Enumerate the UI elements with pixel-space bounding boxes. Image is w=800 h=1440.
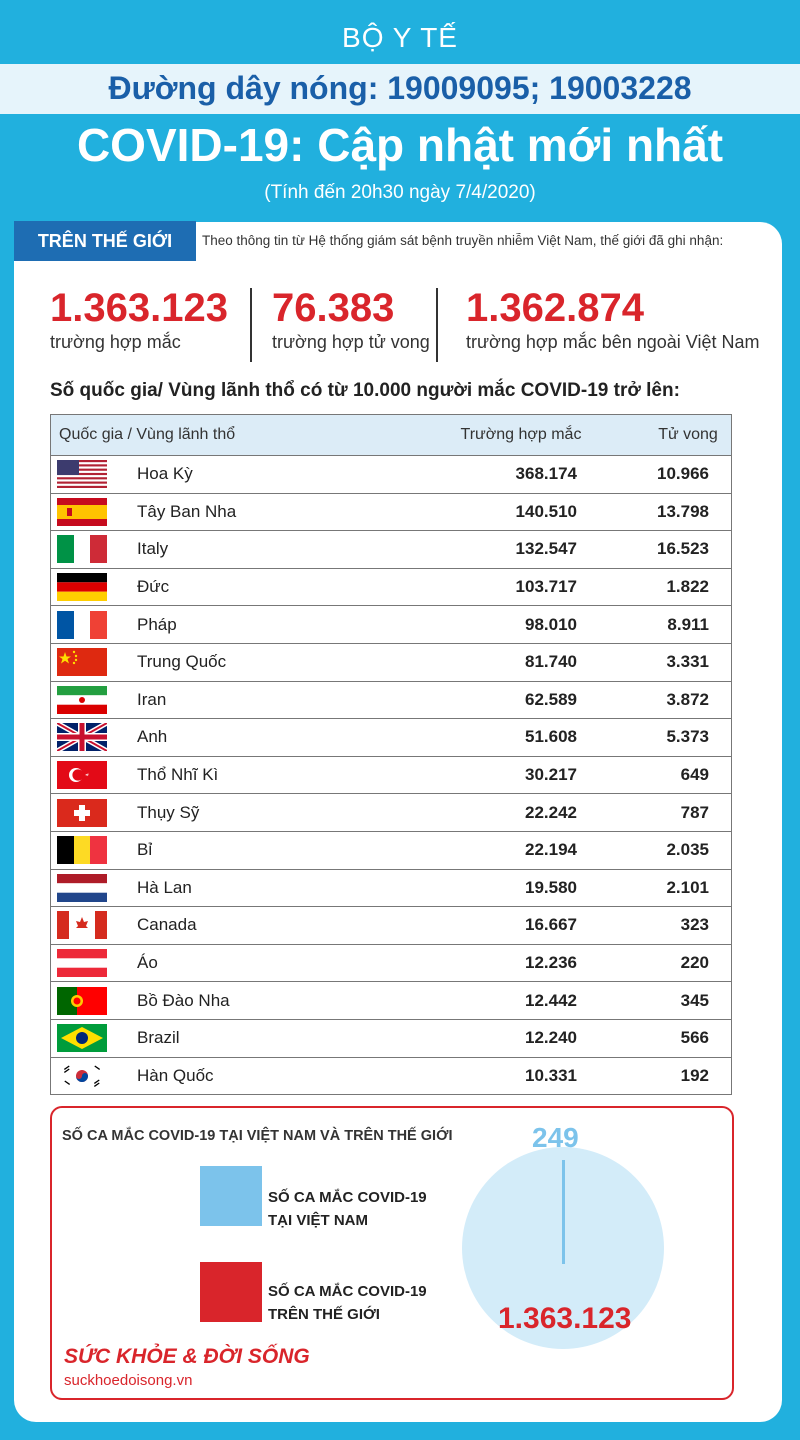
table-row — [51, 568, 732, 606]
case-count: 19.580 — [397, 869, 645, 907]
germany-flag-icon — [57, 573, 107, 601]
stat-outside-vn-label: trường hợp mắc bên ngoài Việt Nam — [466, 332, 760, 352]
flag-cell — [51, 493, 138, 531]
flag-cell — [51, 643, 138, 681]
country-name: Hoa Kỳ — [137, 456, 397, 494]
case-count: 10.331 — [397, 1057, 645, 1095]
country-name: Brazil — [137, 1019, 397, 1057]
table-row — [51, 681, 732, 719]
case-count: 62.589 — [397, 681, 645, 719]
country-name: Hàn Quốc — [137, 1057, 397, 1095]
ministry-name: BỘ Y TẾ — [342, 22, 458, 53]
flag-cell — [51, 681, 138, 719]
stat-total-cases — [50, 286, 228, 353]
flag-cell — [51, 982, 138, 1020]
table-row — [51, 794, 732, 832]
death-count: 3.872 — [645, 681, 732, 719]
case-count: 22.242 — [397, 794, 645, 832]
death-count: 5.373 — [645, 719, 732, 757]
death-count: 3.331 — [645, 643, 732, 681]
world-case-count: 1.363.123 — [498, 1302, 632, 1335]
death-count: 787 — [645, 794, 732, 832]
table-heading: Số quốc gia/ Vùng lãnh thổ có từ 10.000 người mắc COVID-19 trở lên: — [50, 380, 680, 401]
portugal-flag-icon — [57, 987, 107, 1015]
comparison-title: SỐ CA MẮC COVID-19 TẠI VIỆT NAM VÀ TRÊN THẾ GIỚI — [62, 1128, 453, 1144]
death-count: 1.822 — [645, 568, 732, 606]
brand-url[interactable]: suckhoedoisong.vn — [64, 1372, 193, 1389]
table-row — [51, 907, 732, 945]
brand-logo: SỨC KHỎE & ĐỜI SỐNG — [64, 1345, 310, 1368]
legend-vietnam-line-1: SỐ CA MẮC COVID-19 — [268, 1189, 427, 1206]
case-count: 12.236 — [397, 944, 645, 982]
legend-vietnam-line-2: TẠI VIỆT NAM — [268, 1212, 368, 1229]
case-count: 81.740 — [397, 643, 645, 681]
table-row — [51, 531, 732, 569]
legend-world-line-2: TRÊN THẾ GIỚI — [268, 1306, 380, 1323]
country-name: Pháp — [137, 606, 397, 644]
case-count: 51.608 — [397, 719, 645, 757]
death-count: 220 — [645, 944, 732, 982]
us-flag-icon — [57, 460, 107, 488]
case-count: 30.217 — [397, 756, 645, 794]
table-row — [51, 869, 732, 907]
case-count: 98.010 — [397, 606, 645, 644]
stat-total-cases-value: 1.363.123 — [50, 286, 228, 330]
country-name: Thổ Nhĩ Kì — [137, 756, 397, 794]
spain-flag-icon — [57, 498, 107, 526]
flag-cell — [51, 794, 138, 832]
country-name: Đức — [137, 568, 397, 606]
table-row — [51, 456, 732, 494]
death-count: 13.798 — [645, 493, 732, 531]
death-count: 345 — [645, 982, 732, 1020]
case-count: 16.667 — [397, 907, 645, 945]
switzerland-flag-icon — [57, 799, 107, 827]
death-count: 2.035 — [645, 831, 732, 869]
case-count: 368.174 — [397, 456, 645, 494]
stat-deaths-label: trường hợp tử vong — [272, 332, 430, 352]
death-count: 10.966 — [645, 456, 732, 494]
country-name: Anh — [137, 719, 397, 757]
stat-deaths-value: 76.383 — [272, 286, 395, 330]
column-header-country: Quốc gia / Vùng lãnh thổ — [51, 415, 398, 456]
netherlands-flag-icon — [57, 874, 107, 902]
france-flag-icon — [57, 611, 107, 639]
country-name: Canada — [137, 907, 397, 945]
flag-cell — [51, 869, 138, 907]
flag-cell — [51, 831, 138, 869]
page-subtitle: (Tính đến 20h30 ngày 7/4/2020) — [264, 182, 536, 203]
china-flag-icon — [57, 648, 107, 676]
stat-total-cases-label: trường hợp mắc — [50, 332, 181, 352]
legend-world-line-1: SỐ CA MẮC COVID-19 — [268, 1283, 427, 1300]
stat-divider — [250, 288, 252, 362]
uk-flag-icon — [57, 723, 107, 751]
legend-label-vietnam — [268, 1186, 427, 1232]
world-section-tag: TRÊN THẾ GIỚI — [14, 221, 196, 261]
death-count: 566 — [645, 1019, 732, 1057]
legend-swatch-vietnam — [200, 1166, 262, 1226]
table-row — [51, 756, 732, 794]
table-row — [51, 982, 732, 1020]
country-name: Bồ Đào Nha — [137, 982, 397, 1020]
table-row — [51, 643, 732, 681]
flag-cell — [51, 456, 138, 494]
belgium-flag-icon — [57, 836, 107, 864]
death-count: 8.911 — [645, 606, 732, 644]
death-count: 323 — [645, 907, 732, 945]
death-count: 2.101 — [645, 869, 732, 907]
flag-cell — [51, 606, 138, 644]
iran-flag-icon — [57, 686, 107, 714]
flag-cell — [51, 531, 138, 569]
flag-cell — [51, 1019, 138, 1057]
table-row — [51, 831, 732, 869]
table-row — [51, 606, 732, 644]
south-korea-flag-icon — [57, 1062, 107, 1090]
canada-flag-icon — [57, 911, 107, 939]
country-name: Iran — [137, 681, 397, 719]
case-count: 103.717 — [397, 568, 645, 606]
case-count: 132.547 — [397, 531, 645, 569]
page-title: COVID-19: Cập nhật mới nhất — [76, 119, 724, 171]
flag-cell — [51, 756, 138, 794]
vietnam-case-count: 249 — [532, 1122, 579, 1153]
country-name: Áo — [137, 944, 397, 982]
column-header-deaths: Tử vong — [645, 415, 732, 456]
legend-label-world — [268, 1280, 427, 1326]
case-count: 12.442 — [397, 982, 645, 1020]
stat-outside-vn-value: 1.362.874 — [466, 286, 644, 330]
table-row — [51, 944, 732, 982]
case-count: 12.240 — [397, 1019, 645, 1057]
turkey-flag-icon — [57, 761, 107, 789]
death-count: 16.523 — [645, 531, 732, 569]
table-row — [51, 1057, 732, 1095]
case-count: 140.510 — [397, 493, 645, 531]
world-intro-text: Theo thông tin từ Hệ thống giám sát bệnh truyền nhiễm Việt Nam, thế giới đã ghi nhận: — [202, 233, 724, 248]
death-count: 649 — [645, 756, 732, 794]
table-row — [51, 493, 732, 531]
country-name: Thụy Sỹ — [137, 794, 397, 832]
table-header-row — [51, 415, 732, 456]
legend-swatch-world — [200, 1262, 262, 1322]
country-name: Tây Ban Nha — [137, 493, 397, 531]
case-count: 22.194 — [397, 831, 645, 869]
column-header-cases: Trường hợp mắc — [397, 415, 645, 456]
flag-cell — [51, 907, 138, 945]
death-count: 192 — [645, 1057, 732, 1095]
italy-flag-icon — [57, 535, 107, 563]
table-row — [51, 1019, 732, 1057]
austria-flag-icon — [57, 949, 107, 977]
flag-cell — [51, 568, 138, 606]
brazil-flag-icon — [57, 1024, 107, 1052]
hotline-text: Đường dây nóng: 19009095; 19003228 — [108, 70, 692, 106]
country-name: Hà Lan — [137, 869, 397, 907]
table-row — [51, 719, 732, 757]
flag-cell — [51, 1057, 138, 1095]
country-name: Bỉ — [137, 831, 397, 869]
country-name: Italy — [137, 531, 397, 569]
country-name: Trung Quốc — [137, 643, 397, 681]
flag-cell — [51, 944, 138, 982]
stat-divider — [436, 288, 438, 362]
stat-deaths — [272, 286, 430, 353]
vietnam-pointer-line — [562, 1160, 565, 1264]
flag-cell — [51, 719, 138, 757]
country-table — [50, 414, 732, 1095]
stat-outside-vn — [466, 286, 759, 353]
